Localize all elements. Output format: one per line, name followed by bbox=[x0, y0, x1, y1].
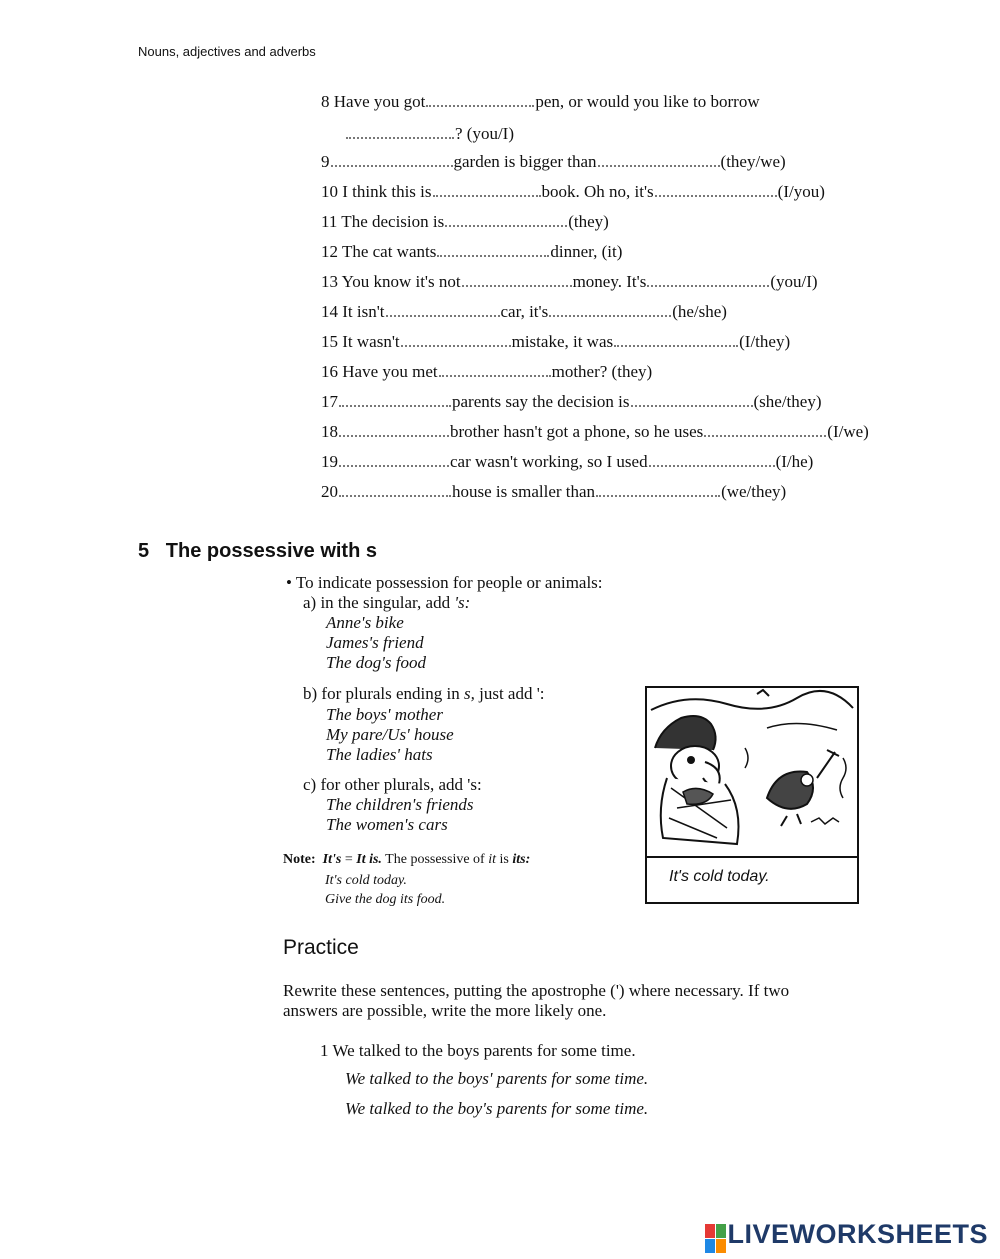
blank[interactable] bbox=[704, 423, 826, 437]
rule-c: c) for other plurals, add 's: bbox=[303, 775, 482, 794]
blank[interactable] bbox=[598, 153, 720, 167]
section-title: The possessive with s bbox=[165, 540, 377, 562]
blank[interactable] bbox=[631, 393, 753, 407]
exercise-line-16: 16 Have you met mother? (they) bbox=[321, 362, 653, 381]
blank[interactable] bbox=[331, 153, 453, 167]
example: Anne's bike bbox=[326, 613, 404, 632]
blank[interactable] bbox=[426, 93, 534, 107]
rule-b: b) for plurals ending in s, just add ': bbox=[303, 684, 545, 703]
blank[interactable] bbox=[549, 303, 671, 317]
blank[interactable] bbox=[339, 483, 451, 497]
example: The ladies' hats bbox=[326, 745, 433, 764]
blank[interactable] bbox=[339, 423, 449, 437]
exercise-line-13: 13 You know it's not money. It's (you/I) bbox=[321, 272, 818, 291]
blank[interactable] bbox=[401, 333, 511, 347]
blank[interactable] bbox=[649, 453, 775, 467]
section-number: 5 bbox=[138, 540, 150, 562]
blank[interactable] bbox=[437, 243, 549, 257]
example: The children's friends bbox=[326, 795, 474, 814]
example: The boys' mother bbox=[326, 705, 443, 724]
blank[interactable] bbox=[439, 363, 551, 377]
note-example: It's cold today. bbox=[325, 873, 407, 888]
page-header: Nouns, adjectives and adverbs bbox=[138, 44, 316, 59]
cartoon-caption: It's cold today. bbox=[669, 868, 770, 885]
practice-instruction: Rewrite these sentences, putting the apostrophe (') where necessary. If two bbox=[283, 981, 790, 1000]
practice-answer: We talked to the boy's parents for some time. bbox=[345, 1099, 649, 1118]
blank[interactable] bbox=[647, 273, 769, 287]
rule-intro: • To indicate possession for people or animals: bbox=[286, 573, 603, 592]
logo-text: LIVEWORKSHEETS bbox=[727, 1219, 988, 1249]
blank[interactable] bbox=[386, 303, 500, 317]
note-example: Give the dog its food. bbox=[325, 892, 446, 907]
exercise-line-9: 9 garden is bigger than (they/we) bbox=[321, 152, 786, 171]
practice-question-1: 1 We talked to the boys parents for some time. bbox=[320, 1041, 636, 1060]
example: My pare/Us' house bbox=[326, 725, 454, 744]
blank[interactable] bbox=[346, 125, 454, 139]
blank[interactable] bbox=[445, 213, 567, 227]
cartoon-drawing bbox=[647, 688, 857, 858]
exercise-line-15: 15 It wasn't mistake, it was (I/they) bbox=[321, 332, 791, 351]
example: The dog's food bbox=[326, 653, 426, 672]
example: James's friend bbox=[326, 633, 424, 652]
cartoon-illustration bbox=[645, 686, 859, 904]
note-line: Note: It's = It is. The possessive of it is its: bbox=[283, 852, 531, 867]
exercise-line-14: 14 It isn't car, it's (he/she) bbox=[321, 302, 727, 321]
section-heading bbox=[138, 540, 377, 563]
cartoon-caption-box bbox=[647, 856, 857, 902]
exercise-line-19: 19 car wasn't working, so I used (I/he) bbox=[321, 452, 814, 471]
liveworksheets-logo[interactable] bbox=[705, 1219, 988, 1253]
blank[interactable] bbox=[433, 183, 541, 197]
exercise-line-11: 11 The decision is (they) bbox=[321, 212, 609, 231]
exercise-line-8-cont: ? (you/I) bbox=[345, 124, 514, 144]
exercise-line-20: 20 house is smaller than (we/they) bbox=[321, 482, 787, 501]
blank[interactable] bbox=[339, 453, 449, 467]
blank[interactable] bbox=[614, 333, 738, 347]
rule-a: a) in the singular, add 's: bbox=[303, 593, 471, 612]
example: The women's cars bbox=[326, 815, 448, 834]
blank[interactable] bbox=[462, 273, 572, 287]
blank[interactable] bbox=[339, 393, 451, 407]
exercise-line-10: 10 I think this is book. Oh no, it's (I/you) bbox=[321, 182, 825, 201]
blank[interactable] bbox=[596, 483, 720, 497]
practice-heading: Practice bbox=[283, 936, 359, 959]
exercise-line-8: 8 Have you got pen, or would you like to borrow bbox=[321, 92, 760, 111]
exercise-line-17: 17 parents say the decision is (she/they) bbox=[321, 392, 822, 411]
exercise-line-18: 18 brother hasn't got a phone, so he uses (I/we) bbox=[321, 422, 869, 441]
exercise-line-12: 12 The cat wants dinner, (it) bbox=[321, 242, 623, 261]
blank[interactable] bbox=[655, 183, 777, 197]
practice-instruction: answers are possible, write the more likely one. bbox=[283, 1001, 607, 1020]
practice-answer: We talked to the boys' parents for some time. bbox=[345, 1069, 649, 1088]
liveworksheets-mark-icon bbox=[705, 1224, 727, 1254]
